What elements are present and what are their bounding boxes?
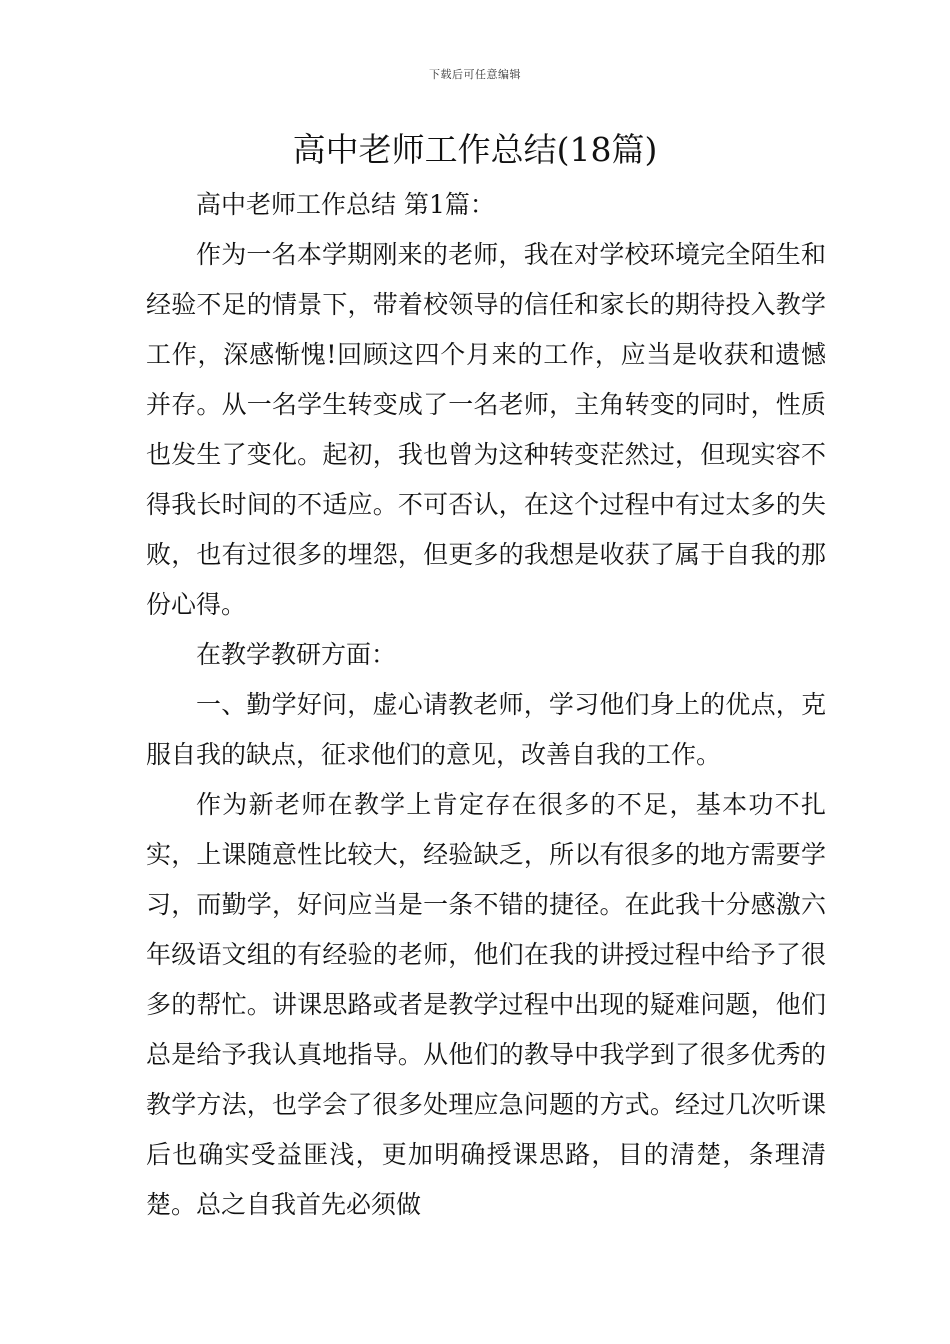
subsection-heading: 在教学教研方面： [196,640,397,669]
section-heading: 高中老师工作总结 第1篇： [196,190,495,219]
header-note: 下载后可任意编辑 [429,68,521,81]
document-body [146,180,826,1230]
paragraph: 作为新老师在教学上肯定存在很多的不足，基本功不扎实，上课随意性比较大，经验缺乏，所以有很多的地方需要学习，而勤学，好问应当是一条不错的捷径。在此我十分感激六年级语文组的有经验的老师，他们在我的讲授过程中给予了很多的帮忙。讲课思路或者是教学过程中出现的疑难问题，他们总是给予我认真地指导。从他们的教导中我学到了很多优秀的教学方法，也学会了很多处理应急问题的方式。经过几次听课后也确实受益匪浅，更加明确授课思路，目的清楚，条理清楚。总之自我首先必须做 [146,790,826,1219]
paragraph: 一、勤学好问，虚心请教老师，学习他们身上的优点，克服自我的缺点，征求他们的意见，改善自我的工作。 [146,690,826,769]
document-title: 高中老师工作总结(18篇) [292,130,658,169]
paragraph: 作为一名本学期刚来的老师，我在对学校环境完全陌生和经验不足的情景下，带着校领导的信任和家长的期待投入教学工作，深感惭愧!回顾这四个月来的工作，应当是收获和遗憾并存。从一名学生转变成了一名老师，主角转变的同时，性质也发生了变化。起初，我也曾为这种转变茫然过，但现实容不得我长时间的不适应。不可否认，在这个过程中有过太多的失败，也有过很多的埋怨，但更多的我想是收获了属于自我的那份心得。 [146,240,826,619]
